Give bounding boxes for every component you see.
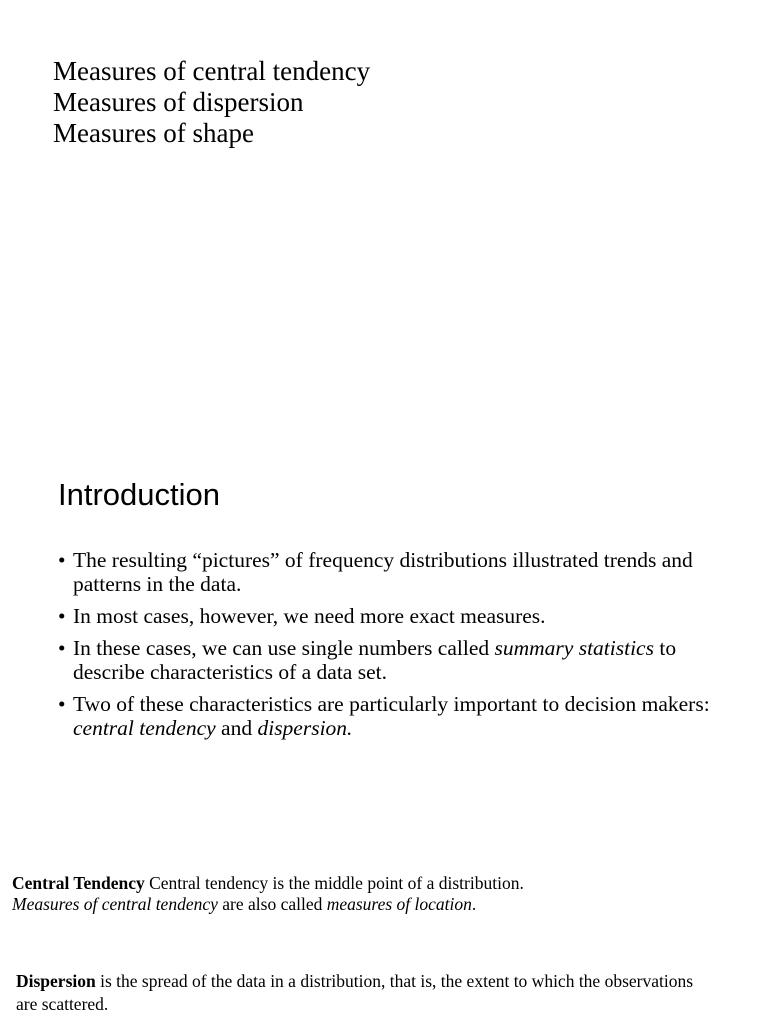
bullet-item xyxy=(58,636,718,684)
introduction-bullets xyxy=(58,548,718,748)
term-summary-statistics: summary statistics xyxy=(494,636,654,660)
bullet-text: The resulting “pictures” of frequency distributions illustrated trends and patterns in the data. xyxy=(73,548,693,596)
bullet-marker: • xyxy=(58,692,66,716)
bullet-text: In most cases, however, we need more exact measures. xyxy=(73,604,546,628)
bullet-marker: • xyxy=(58,636,66,660)
measures-item-shape: Measures of shape xyxy=(53,118,254,148)
bullet-item xyxy=(58,548,718,596)
definition-text: are also called xyxy=(217,894,327,914)
bullet-text-part: and xyxy=(215,716,258,740)
introduction-heading: Introduction xyxy=(58,477,220,512)
definition-line xyxy=(12,894,524,915)
definition-text: Central tendency is the middle point of a distribution. xyxy=(144,873,524,893)
bullet-text xyxy=(73,636,676,684)
bullet-text xyxy=(73,692,710,740)
term-central-tendency: central tendency xyxy=(73,716,216,740)
definition-line xyxy=(12,873,524,894)
measures-list xyxy=(53,56,370,149)
bullet-text-part: In these cases, we can use single numbers called xyxy=(73,636,495,660)
bullet-text-part: to describe characteristics of a data set. xyxy=(73,636,677,684)
bullet-item xyxy=(58,604,718,628)
definition-text: . xyxy=(471,894,477,914)
bullet-marker: • xyxy=(58,604,66,628)
definition-text: is the spread of the data in a distribution, that is, the extent to which the observations are scattered. xyxy=(16,971,694,1014)
bullet-text-part: Two of these characteristics are particularly important to decision makers: xyxy=(73,692,710,716)
definition-term: Central Tendency xyxy=(12,873,145,893)
bullet-item xyxy=(58,692,718,740)
term-measures-of-central-tendency: Measures of central tendency xyxy=(12,894,218,914)
definition-term: Dispersion xyxy=(16,971,96,991)
term-dispersion: dispersion. xyxy=(257,716,353,740)
term-measures-of-location: measures of location xyxy=(326,894,472,914)
central-tendency-definition xyxy=(12,873,524,915)
measures-item-dispersion: Measures of dispersion xyxy=(53,87,304,117)
dispersion-definition xyxy=(16,970,716,1016)
measures-item-central-tendency: Measures of central tendency xyxy=(53,56,371,86)
bullet-marker: • xyxy=(58,548,66,572)
